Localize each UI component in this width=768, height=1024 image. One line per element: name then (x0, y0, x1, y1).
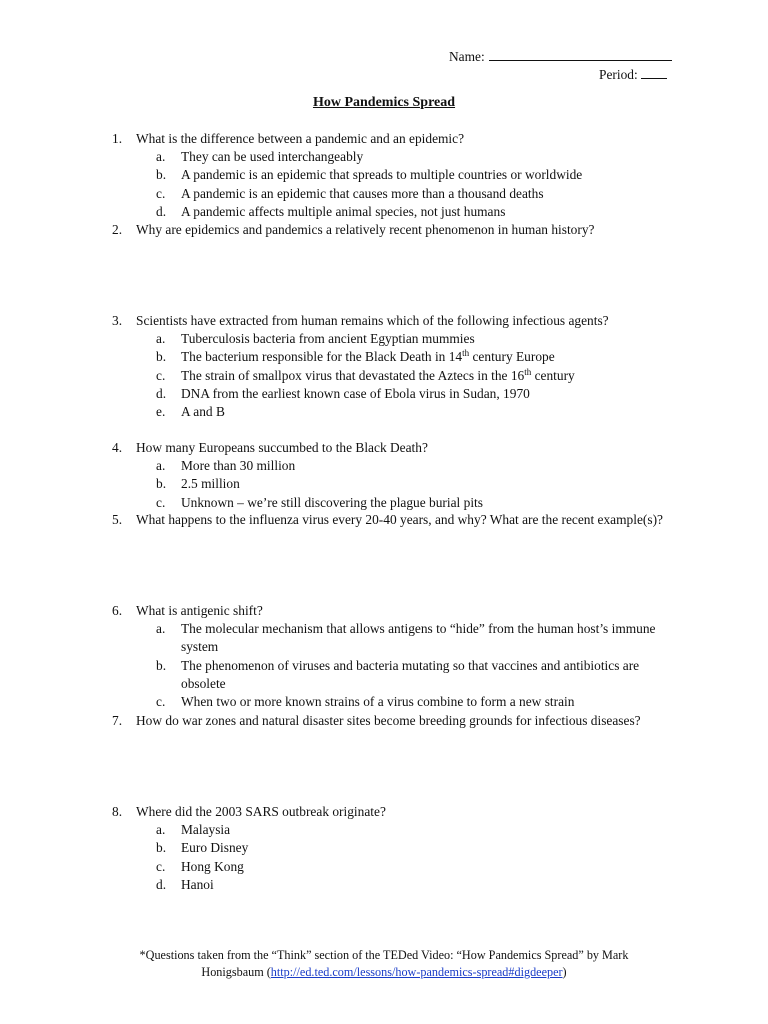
question-4 (112, 439, 672, 512)
question-number: 5. (112, 512, 123, 527)
answer-option[interactable] (112, 367, 672, 385)
option-text: The phenomenon of viruses and bacteria mutating so that vaccines and antibiotics are obsolete (181, 657, 640, 691)
answer-option[interactable] (112, 620, 672, 656)
question-row (112, 439, 672, 457)
question-1 (112, 130, 672, 221)
question-text: Why are epidemics and pandemics a relatively recent phenomenon in human history? (136, 222, 595, 237)
answer-option[interactable] (112, 348, 672, 366)
ordinal-suffix: th (524, 366, 532, 377)
option-text: Malaysia (181, 822, 231, 838)
answer-option[interactable] (112, 657, 672, 693)
answer-option[interactable] (112, 148, 672, 166)
option-letter: b. (156, 349, 167, 365)
question-number: 8. (112, 804, 123, 819)
question-number: 1. (112, 131, 123, 146)
question-text: How many Europeans succumbed to the Black Death? (136, 440, 428, 455)
option-letter: a. (156, 621, 166, 637)
option-text: Hong Kong (181, 858, 244, 874)
option-text: The molecular mechanism that allows antigens to “hide” from the human host’s immune system (181, 621, 656, 655)
name-field (449, 47, 672, 66)
option-text: Unknown – we’re still discovering the plague burial pits (181, 494, 483, 510)
option-letter: c. (156, 858, 166, 874)
option-text: Hanoi (181, 876, 214, 892)
period-label: Period: (599, 67, 638, 82)
name-blank-line[interactable] (489, 47, 672, 61)
option-text: Euro Disney (181, 840, 249, 856)
question-5 (112, 511, 672, 529)
option-text: A pandemic affects multiple animal species, not just humans (181, 203, 506, 219)
question-number: 3. (112, 313, 123, 328)
option-letter: d. (156, 876, 167, 892)
footer-note (0, 947, 768, 980)
answer-option[interactable] (112, 821, 672, 839)
question-text: What is the difference between a pandemic and an epidemic? (136, 131, 465, 146)
option-letter: a. (156, 458, 166, 474)
answer-option[interactable] (112, 403, 672, 421)
option-text: They can be used interchangeably (181, 149, 364, 165)
footer-author: Honigsbaum ( (201, 964, 271, 979)
option-letter: b. (156, 840, 167, 856)
option-text: The strain of smallpox virus that devastated the Aztecs in the 16 (181, 367, 525, 383)
option-letter: b. (156, 167, 167, 183)
answer-option[interactable] (112, 203, 672, 221)
option-letter: e. (156, 404, 166, 420)
option-text-tail: century Europe (469, 349, 555, 365)
answer-option[interactable] (112, 475, 672, 493)
option-text: When two or more known strains of a virus combine to form a new strain (181, 694, 575, 710)
question-number: 6. (112, 603, 123, 618)
footer-line-1: *Questions taken from the “Think” section of the TEDed Video: “How Pandemics Spread” by Mark (139, 948, 629, 962)
option-letter: c. (156, 494, 166, 510)
option-text-tail: century (531, 367, 575, 383)
option-letter: c. (156, 367, 166, 383)
option-text: A pandemic is an epidemic that spreads to multiple countries or worldwide (181, 167, 583, 183)
option-letter: c. (156, 185, 166, 201)
answer-option[interactable] (112, 185, 672, 203)
question-number: 7. (112, 713, 123, 728)
answer-option[interactable] (112, 166, 672, 184)
period-blank-line[interactable] (641, 65, 667, 79)
question-row (112, 312, 672, 330)
answer-option[interactable] (112, 858, 672, 876)
question-text: How do war zones and natural disaster sites become breeding grounds for infectious diseases? (136, 713, 641, 728)
footer-close-paren: ) (562, 964, 567, 979)
question-row (112, 130, 672, 148)
answer-options (112, 821, 672, 894)
option-letter: d. (156, 203, 167, 219)
answer-option[interactable] (112, 494, 672, 512)
question-number: 4. (112, 440, 123, 455)
answer-options (112, 620, 672, 711)
answer-options (112, 330, 672, 421)
answer-option[interactable] (112, 385, 672, 403)
option-text: A and B (181, 404, 225, 420)
option-letter: c. (156, 694, 166, 710)
option-letter: d. (156, 385, 167, 401)
question-row (112, 803, 672, 821)
question-row (112, 221, 672, 239)
question-7 (112, 712, 672, 730)
option-text: The bacterium responsible for the Black Death in 14 (181, 349, 463, 365)
worksheet-title: How Pandemics Spread (312, 95, 456, 110)
answer-options (112, 457, 672, 512)
question-row (112, 712, 672, 730)
footer-line-2 (0, 964, 768, 981)
ordinal-suffix: th (462, 348, 470, 359)
answer-option[interactable] (112, 693, 672, 711)
option-letter: a. (156, 822, 166, 838)
option-letter: b. (156, 476, 167, 492)
option-letter: b. (156, 657, 167, 673)
period-field (599, 65, 667, 84)
question-text: What is antigenic shift? (136, 603, 263, 618)
answer-options (112, 148, 672, 221)
question-2 (112, 221, 672, 239)
question-text: Where did the 2003 SARS outbreak originate? (136, 804, 386, 819)
option-text: A pandemic is an epidemic that causes more than a thousand deaths (181, 185, 544, 201)
option-letter: a. (156, 149, 166, 165)
name-label: Name: (449, 49, 485, 64)
question-text: Scientists have extracted from human remains which of the following infectious agents? (136, 313, 609, 328)
answer-option[interactable] (112, 839, 672, 857)
question-text: What happens to the influenza virus every 20-40 years, and why? What are the recent example(s)? (136, 512, 663, 527)
answer-option[interactable] (112, 457, 672, 475)
answer-option[interactable] (112, 330, 672, 348)
question-6 (112, 602, 672, 711)
answer-option[interactable] (112, 876, 672, 894)
ted-lesson-link[interactable]: http://ed.ted.com/lessons/how-pandemics-spread#digdeeper (270, 964, 563, 979)
question-row (112, 511, 672, 529)
question-row (112, 602, 672, 620)
option-text: 2.5 million (181, 476, 240, 492)
option-text: Tuberculosis bacteria from ancient Egyptian mummies (181, 331, 475, 347)
question-8 (112, 803, 672, 894)
question-number: 2. (112, 222, 123, 237)
option-letter: a. (156, 331, 166, 347)
option-text: More than 30 million (181, 458, 296, 474)
option-text: DNA from the earliest known case of Ebola virus in Sudan, 1970 (181, 385, 530, 401)
question-3 (112, 312, 672, 421)
